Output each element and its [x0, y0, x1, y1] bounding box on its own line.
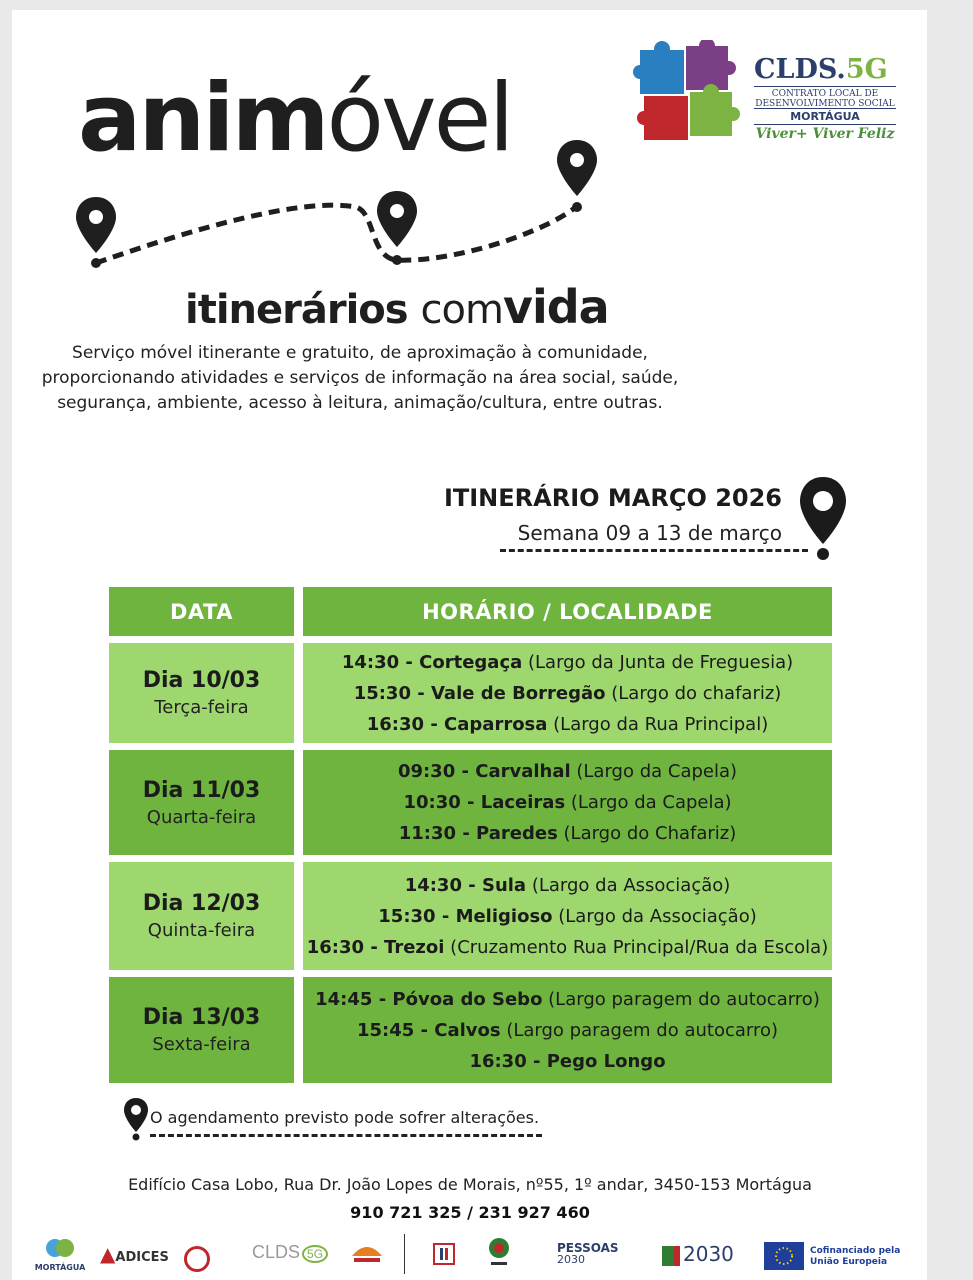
stop-entry: 16:30 - Caparrosa (Largo da Rua Principal)	[366, 713, 769, 735]
mortagua-emblem-icon	[45, 1236, 75, 1260]
clds-footer-logo: CLDS 5G	[252, 1242, 328, 1263]
stop-entry: 14:30 - Cortegaça (Largo da Junta de Freguesia)	[341, 651, 794, 673]
footer-logos	[12, 1228, 927, 1280]
map-pin-icon	[557, 140, 597, 212]
animovel-title: animóvel	[78, 64, 512, 173]
day-label: Dia 10/03	[142, 668, 261, 693]
stop-entry: 10:30 - Laceiras (Largo da Capela)	[403, 792, 732, 813]
weekday-label: Quinta-feira	[147, 920, 256, 941]
table-row-date	[109, 977, 294, 1083]
table-row-date	[109, 750, 294, 855]
table-row-stops	[303, 750, 832, 855]
stop-entry: 15:30 - Vale de Borregão (Largo do chafariz)	[353, 682, 782, 704]
service-description: Serviço móvel itinerante e gratuito, de aproximação à comunidade, proporcionando atividades e serviços de informação na área social, saúde, segurança, ambiente, acesso à leitura, animação/cultura, entre outras.	[41, 343, 679, 413]
stop-entry: 16:30 - Trezoi (Cruzamento Rua Principal/Rua da Escola)	[306, 936, 829, 958]
map-pin-icon	[122, 1096, 150, 1142]
schedule-note: O agendamento previsto pode sofrer alterações.	[150, 1108, 540, 1127]
stop-entry: 14:30 - Sula (Largo da Associação)	[404, 874, 731, 896]
tagline: itinerários comvida	[185, 280, 609, 334]
mortagua-logo: MORTÁGUA	[34, 1236, 86, 1272]
portugal-2030-logo: 2030	[662, 1242, 734, 1266]
eu-flag-icon	[764, 1242, 804, 1270]
day-label: Dia 12/03	[142, 891, 261, 916]
phone-numbers: 910 721 325 / 231 927 460	[350, 1203, 590, 1222]
map-pin-icon	[76, 197, 116, 268]
day-label: Dia 13/03	[142, 1005, 261, 1030]
table-row-date	[109, 643, 294, 743]
dashed-divider	[500, 549, 808, 552]
address: Edifício Casa Lobo, Rua Dr. João Lopes de Morais, nº55, 1º andar, 3450-153 Mortágua	[128, 1175, 812, 1194]
pessoas-2030-logo: PESSOAS 2030	[557, 1241, 619, 1266]
adices-logo: ▲ADICES	[100, 1242, 169, 1266]
weekday-label: Quarta-feira	[146, 806, 257, 828]
portugal-emblem-icon	[487, 1236, 511, 1272]
header-date: DATA	[109, 587, 294, 636]
eu-cofinance-text: Cofinanciado pela União Europeia	[810, 1246, 901, 1267]
map-pin-icon	[377, 191, 417, 265]
day-label: Dia 11/03	[142, 777, 261, 803]
stop-entry: 15:30 - Meligioso (Largo da Associação)	[378, 905, 757, 927]
table-row-stops	[303, 862, 832, 970]
map-pin-icon	[796, 474, 850, 562]
stop-entry: 16:30 - Pego Longo	[469, 1050, 666, 1072]
table-row-stops	[303, 977, 832, 1083]
divider	[404, 1234, 405, 1274]
header-schedule: HORÁRIO / LOCALIDADE	[303, 587, 832, 636]
clds-logo-subtitle: CONTRATO LOCAL DE DESENVOLVIMENTO SOCIAL	[754, 86, 896, 109]
clds-logo-title: CLDS.5G	[754, 54, 888, 85]
itinerary-week: Semana 09 a 13 de março	[517, 521, 782, 545]
seguranca-social-icon	[348, 1238, 386, 1266]
table-row-stops	[303, 643, 832, 743]
stop-entry: 15:45 - Calvos (Largo paragem do autocarro)	[356, 1019, 779, 1041]
dashed-divider	[150, 1134, 542, 1137]
stop-entry: 14:45 - Póvoa do Sebo (Largo paragem do autocarro)	[315, 988, 820, 1010]
anniversary-badge-icon	[184, 1246, 210, 1272]
stop-entry: 11:30 - Paredes (Largo do Chafariz)	[398, 823, 737, 844]
puzzle-logo-icon	[632, 40, 748, 144]
clds-logo-town: MORTÁGUA	[754, 108, 896, 125]
weekday-label: Terça-feira	[154, 697, 249, 718]
route-illustration	[70, 135, 610, 280]
stop-entry: 09:30 - Carvalhal (Largo da Capela)	[397, 761, 738, 782]
weekday-label: Sexta-feira	[152, 1034, 251, 1055]
table-row-date	[109, 862, 294, 970]
iss-logo-icon	[432, 1242, 456, 1266]
clds-slogan: Viver+ Viver Feliz	[755, 126, 895, 142]
itinerary-title: ITINERÁRIO MARÇO 2026	[443, 484, 782, 512]
